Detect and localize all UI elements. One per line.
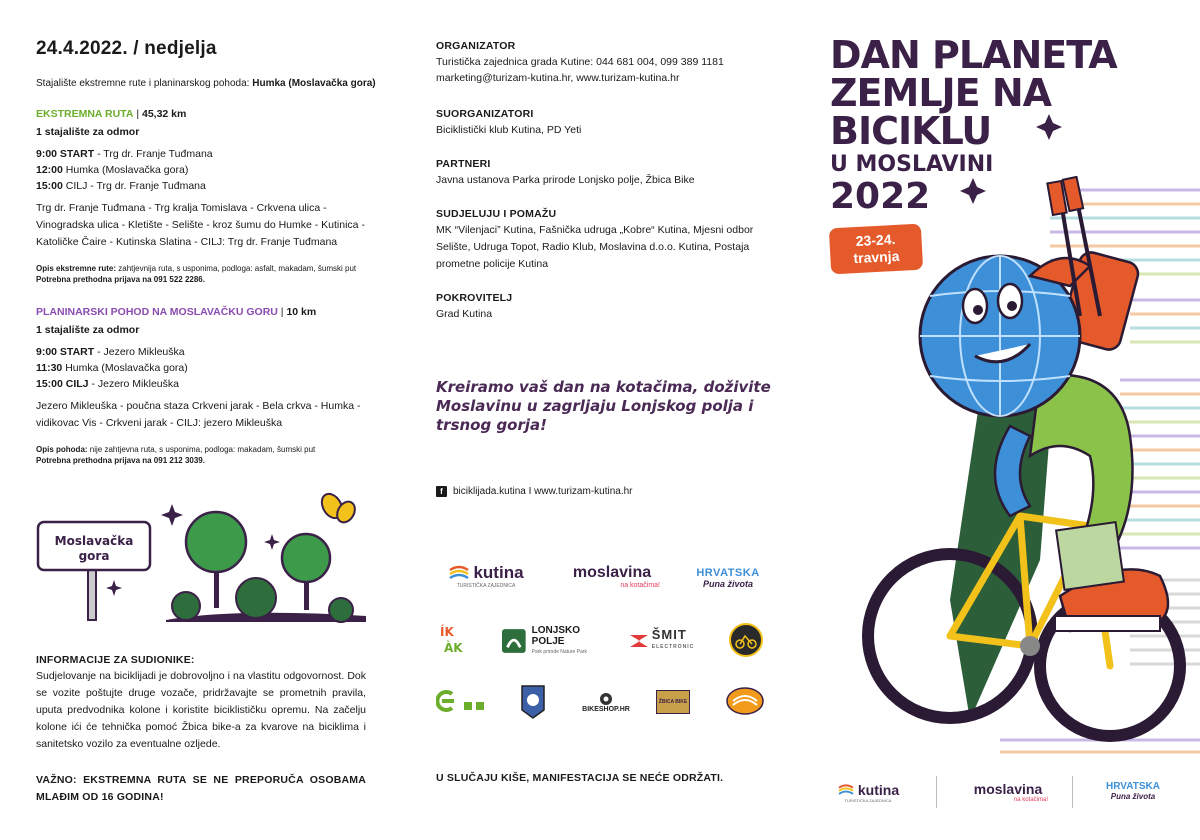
title-line-1: DAN PLANETA: [830, 33, 1117, 77]
slogan: Kreiramo vaš dan na kotačima, doživite Moslavinu u zagrljaju Lonjskog polja i trsnog gorja!: [436, 378, 771, 434]
title-line-2: ZEMLJE NA: [830, 71, 1052, 115]
footer-divider: [1072, 776, 1073, 808]
extreme-route-title: EKSTREMNA RUTA: [36, 108, 134, 120]
festival-logo-icon: [438, 622, 474, 656]
zbica-bike-logo: ŽBICA BIKE: [656, 690, 690, 714]
sparkle-icon: [958, 176, 988, 206]
hike-title: PLANINARSKI POHOD NA MOSLAVAČKU GORU: [36, 306, 278, 318]
middle-column: [436, 0, 771, 840]
orange-badge-icon: [726, 686, 764, 716]
organizer-contact[interactable]: marketing@turizam-kutina.hr, www.turizam-kutina.hr: [436, 72, 680, 84]
sign-label: Moslavačka gora: [54, 534, 134, 563]
title-line-4: U MOSLAVINI: [830, 152, 994, 177]
club-emblem-icon: [520, 682, 546, 720]
age-warning: VAŽNO: EKSTREMNA RUTA SE NE PREPORUČA OSOBAMA MLAĐIM OD 16 GODINA!: [36, 774, 366, 803]
extreme-rest: 1 stajalište za odmor: [36, 126, 140, 138]
stop-info: Stajalište ekstremne rute i planinarskog pohoda: Humka (Moslavačka gora): [36, 78, 376, 89]
coorganizers-section: SUORGANIZATORI Biciklistički klub Kutina, PD Yeti: [436, 108, 582, 136]
svg-text:ÍK: ÍK: [440, 625, 454, 639]
sparkle-icon: [1034, 112, 1064, 142]
event-title: [830, 33, 1190, 217]
info-section: [36, 654, 366, 753]
schedule-row: 15:00 CILJ - Jezero Mikleuška: [36, 378, 179, 390]
title-year: 2022: [830, 176, 931, 217]
kutina-mark-icon: [837, 783, 855, 797]
info-text: Sudjelovanje na biciklijadi je dobrovoljno i na vlastitu odgovornost. Dok se vozite poštujte druge vozače, pridržavajte se prometnih pravila, uputa predvodnika kolone i koristite biciklističku opremu. Na začelju kolone ići će tehnička pomoć Žbica bike-a za kvarove na biciklima i sanitetsko vozilo za eventualne ozljede.: [36, 670, 366, 750]
lonjsko-polje-logo: LONJSKO POLJE Park prirode Nature Park: [502, 624, 608, 658]
right-column: [800, 0, 1200, 840]
hike-route-path: Jezero Mikleuška - poučna staza Crkveni jarak - Bela crkva - Humka - vidikovac Vis - Crkveni jarak - CILJ: jezero Mikleuška: [36, 400, 361, 429]
extreme-route-path: Trg dr. Franje Tuđmana - Trg kralja Tomislava - Crkvena ulica - Vinogradska ulica - Kletište - Selište - kroz šumu do Humke - Kutinica - Katoličke Čaire - Kutinska Slatina - CILJ: Trg dr. Franje Tuđmana: [36, 202, 365, 248]
lonjsko-mark-icon: [502, 628, 526, 654]
organizer-section: ORGANIZATOR Turistička zajednica grada Kutine: 044 681 004, 099 389 1181 marketing@turizam-kutina.hr, www.turizam-kutina.hr: [436, 40, 766, 86]
extreme-schedule: [36, 146, 366, 194]
hike-distance: 10 km: [286, 306, 317, 318]
schedule-row: 9:00 START - Jezero Mikleuška: [36, 346, 185, 358]
kutina-logo: kutina TURISTIČKA ZAJEDNICA: [436, 556, 536, 596]
bikeshop-mark-icon: [598, 692, 614, 706]
bike-club-badge-icon: [728, 622, 764, 658]
schedule-row: 9:00 START - Trg dr. Franje Tuđmana: [36, 148, 213, 160]
footer-moslavina-logo: moslavina na kotačima!: [973, 781, 1048, 803]
extreme-description: Opis ekstremne rute: zahtjevnija ruta, s usponima, podloga: asfalt, makadam, šumski put: [36, 264, 357, 273]
hrvatska-logo: HRVATSKA Puna života: [696, 567, 760, 589]
left-column: [36, 0, 376, 840]
footer-hrvatska-logo: HRVATSKA Puna života: [1106, 781, 1160, 801]
schedule-row: 11:30 Humka (Moslavačka gora): [36, 362, 188, 374]
svg-text:ÀK: ÀK: [444, 641, 463, 655]
extreme-register: Potrebna prethodna prijava na 091 522 2286.: [36, 275, 205, 284]
hike-description: Opis pohoda: nije zahtjevna ruta, s usponima, podloga: makadam, šumski put: [36, 445, 316, 454]
event-date: 24.4.2022. / nedjelja: [36, 38, 217, 59]
schedule-row: 15:00 CILJ - Trg dr. Franje Tuđmana: [36, 180, 206, 192]
rain-notice: U SLUČAJU KIŠE, MANIFESTACIJA SE NEĆE ODRŽATI.: [436, 772, 724, 784]
kutina-mark-icon: [448, 564, 470, 582]
hike-register: Potrebna prethodna prijava na 091 212 3039.: [36, 456, 205, 465]
bikeshop-logo: BIKESHOP.HR: [576, 684, 636, 720]
extreme-route-section: EKSTREMNA RUTA | 45,32 km 1 stajalište za odmor 9:00 START - Trg dr. Franje Tuđmana 12:00 Humka (Moslavačka gora) 15:00 CILJ - Trg dr. Franje Tuđmana Trg dr. Franje Tuđmana - Trg kralja Tomislava - Crkvena ulica - Vinogradska ulica - Kletište - Selište - kroz šumu do Humke - Kutinica - Katoličke Čaire - Kutinska Slatina - CILJ: Trg dr. Franje Tuđmana Opis ekstremne rute: zahtjevnija ruta, s usponima, podloga: asfalt, makadam, šumski put Potrebna prethodna prijava na 091 522 2286.: [36, 108, 365, 284]
extreme-route-distance: 45,32 km: [141, 108, 187, 120]
footer-divider: [936, 776, 937, 808]
smit-logo: ŠMIT ELECTRONIC: [622, 626, 702, 656]
footer-kutina-logo: kutina TURISTIČKA ZAJEDNICA: [828, 776, 908, 808]
schedule-row: 12:00 Humka (Moslavačka gora): [36, 164, 189, 176]
sponsor-section: POKROVITELJ Grad Kutina: [436, 292, 513, 320]
social-text[interactable]: biciklijada.kutina I www.turizam-kutina.hr: [453, 486, 633, 497]
facebook-icon: f: [436, 486, 447, 497]
hike-rest: 1 stajalište za odmor: [36, 324, 140, 336]
date-badge: 23-24. travnja: [829, 224, 923, 275]
smit-mark-icon: [630, 633, 648, 649]
title-line-3: BICIKLU: [830, 109, 992, 153]
info-title: INFORMACIJE ZA SUDIONIKE:: [36, 654, 195, 666]
partners-section: PARTNERI Javna ustanova Parka prirode Lonjsko polje, Žbica Bike: [436, 158, 695, 186]
moslavina-logo: moslavina na kotačima!: [572, 563, 660, 589]
helpers-section: SUDJELUJU I POMAŽU MK “Vilenjaci” Kutina, Fašnička udruga „Kobre“ Kutina, Mjesni odbor Selište, Udruga Topot, Radio Klub, Moslavina d.o.o. Kutina, Postaja prometne policije Kutina: [436, 208, 754, 270]
hike-section: PLANINARSKI POHOD NA MOSLAVAČKU GORU | 10 km 1 stajalište za odmor 9:00 START - Jezero Mikleuška 11:30 Humka (Moslavačka gora) 15:00 CILJ - Jezero Mikleuška Jezero Mikleuška - poučna staza Crkveni jarak - Bela crkva - Humka - vidikovac Vis - Crkveni jarak - CILJ: jezero Mikleuška Opis pohoda: nije zahtjevna ruta, s usponima, podloga: makadam, šumski put Potrebna prethodna prijava na 091 212 3039.: [36, 304, 366, 466]
hike-schedule: [36, 344, 366, 392]
e-logo-icon: [436, 688, 492, 714]
social-links[interactable]: [436, 486, 633, 497]
